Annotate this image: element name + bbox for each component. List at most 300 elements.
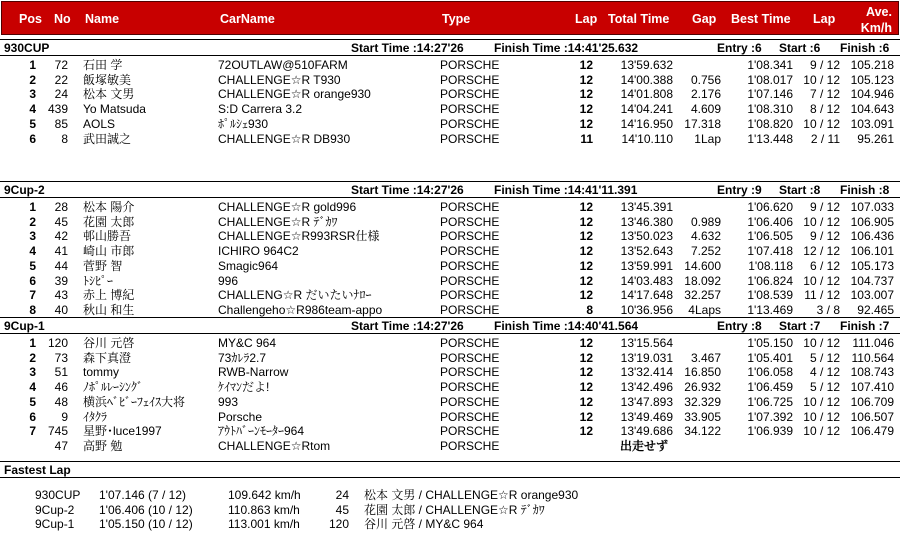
cell-lap: 8 <box>586 302 593 317</box>
cell-lap: 12 <box>579 200 593 214</box>
fastest-time: 1'07.146 (7 / 12) <box>99 488 187 502</box>
cell-average: 105.123 <box>850 72 894 87</box>
cell-total-time: 13'59.632 <box>620 58 673 72</box>
cell-best-time: 1'06.725 <box>747 394 793 409</box>
cell-carname: Porsche <box>218 409 263 424</box>
cell-pos: 3 <box>29 87 36 102</box>
cell-best-time: 1'06.406 <box>747 214 793 229</box>
cell-name: 星野･luce1997 <box>83 424 162 439</box>
cell-best-lap: 9 / 12 <box>809 58 840 72</box>
cell-average: 104.643 <box>850 102 894 117</box>
cell-pos: 2 <box>29 214 36 229</box>
cell-name: 森下真澄 <box>83 350 132 365</box>
cell-type: PORSCHE <box>440 131 500 146</box>
table-row <box>0 117 900 132</box>
cell-total-time: 14'16.950 <box>620 116 673 131</box>
cell-name: 秋山 和生 <box>83 302 135 317</box>
cell-best-time: 1'08.017 <box>747 72 793 87</box>
cell-type: PORSCHE <box>440 102 500 117</box>
cell-total-time: 13'59.991 <box>620 258 673 273</box>
fastest-speed: 113.001 km/h <box>228 517 300 531</box>
cell-no: 9 <box>61 409 68 424</box>
cell-carname: CHALLENGE☆R T930 <box>218 72 341 87</box>
cell-average: 111.046 <box>852 336 894 350</box>
cell-gap: 0.989 <box>690 214 721 229</box>
cell-average: 108.743 <box>850 365 894 380</box>
cell-best-lap: 6 / 12 <box>809 258 840 273</box>
cell-total-time: 14'04.241 <box>620 102 673 117</box>
cell-best-lap: 10 / 12 <box>803 214 840 229</box>
fastest-car-no: 45 <box>335 502 349 517</box>
cell-best-lap: 10 / 12 <box>803 394 840 409</box>
cell-best-lap: 2 / 11 <box>810 131 840 146</box>
cell-lap: 12 <box>579 409 593 424</box>
header-ave-unit: Km/h <box>860 21 892 35</box>
cell-carname: 73ｶﾚﾗ2.7 <box>218 350 267 365</box>
table-row <box>0 410 900 425</box>
cell-gap: 1Lap <box>694 131 721 146</box>
cell-total-time: 14'10.110 <box>621 131 673 146</box>
group-name: 9Cup-1 <box>4 319 45 333</box>
cell-total-time: 出走せず <box>620 438 669 453</box>
fastest-lap-row <box>0 517 900 532</box>
fastest-speed: 110.863 km/h <box>228 502 300 517</box>
cell-total-time: 14'03.483 <box>620 273 673 288</box>
cell-carname: ﾎﾟﾙｼｪ930 <box>218 116 269 131</box>
cell-type: PORSCHE <box>440 409 500 424</box>
cell-lap: 12 <box>579 273 593 288</box>
table-row <box>0 259 900 274</box>
cell-carname: CHALLENG☆R だいたいﾅﾛｰ <box>218 288 372 303</box>
header-pos: Pos <box>19 12 42 26</box>
cell-best-lap: 5 / 12 <box>809 380 840 395</box>
cell-best-time: 1'07.146 <box>747 87 793 102</box>
cell-no: 47 <box>54 438 68 453</box>
cell-total-time: 13'49.469 <box>620 409 673 424</box>
cell-pos: 6 <box>29 131 36 146</box>
cell-type: PORSCHE <box>440 302 500 317</box>
cell-no: 85 <box>54 116 68 131</box>
cell-pos: 7 <box>29 288 36 303</box>
fastest-driver-car: 松本 文男 / CHALLENGE☆R orange930 <box>364 488 579 502</box>
cell-type: PORSCHE <box>440 258 500 273</box>
cell-carname: CHALLENGE☆R993RSR仕様 <box>218 229 380 244</box>
group-finish-count: Finish :6 <box>840 41 890 55</box>
cell-type: PORSCHE <box>440 58 500 72</box>
cell-no: 44 <box>54 258 68 273</box>
cell-best-lap: 9 / 12 <box>809 229 840 244</box>
cell-name: 横浜ﾍﾞﾋﾞｰﾌｪｲｽ大将 <box>83 394 186 409</box>
cell-type: PORSCHE <box>440 380 500 395</box>
table-row <box>0 200 900 215</box>
cell-pos: 7 <box>29 424 36 439</box>
cell-pos: 8 <box>29 302 36 317</box>
table-row <box>0 288 900 303</box>
cell-type: PORSCHE <box>440 438 500 453</box>
cell-type: PORSCHE <box>440 87 500 102</box>
cell-name: ﾉﾎﾟﾙﾚｰｼﾝｸﾞ <box>83 380 144 395</box>
table-row <box>0 132 900 147</box>
cell-average: 106.436 <box>850 229 894 244</box>
header-type: Type <box>442 12 471 26</box>
cell-best-time: 1'07.418 <box>747 244 793 259</box>
cell-best-lap: 8 / 12 <box>809 102 840 117</box>
cell-total-time: 14'00.388 <box>620 72 673 87</box>
cell-carname: RWB-Narrow <box>218 365 289 380</box>
cell-gap: 14.600 <box>684 258 721 273</box>
cell-no: 40 <box>54 302 68 317</box>
cell-lap: 12 <box>579 350 593 365</box>
group-finish-count: Finish :8 <box>840 183 890 197</box>
cell-name: 谷川 元啓 <box>83 336 135 350</box>
fastest-class: 930CUP <box>35 488 81 502</box>
table-row <box>0 336 900 351</box>
cell-name: 松本 陽介 <box>83 200 135 214</box>
cell-average: 106.905 <box>850 214 894 229</box>
group-finish-time: Finish Time :14:40'41.564 <box>494 319 639 333</box>
group-start-count: Start :7 <box>779 319 821 333</box>
table-row <box>0 215 900 230</box>
cell-average: 105.218 <box>850 58 894 72</box>
cell-total-time: 13'49.686 <box>620 424 673 439</box>
cell-best-lap: 7 / 12 <box>809 87 840 102</box>
cell-lap: 12 <box>579 116 593 131</box>
cell-name: 飯塚敏美 <box>83 72 132 87</box>
cell-best-time: 1'05.150 <box>747 336 793 350</box>
cell-total-time: 13'46.380 <box>620 214 673 229</box>
cell-gap: 18.092 <box>684 273 721 288</box>
cell-type: PORSCHE <box>440 273 500 288</box>
cell-pos: 6 <box>29 273 36 288</box>
cell-total-time: 14'17.648 <box>620 288 673 303</box>
cell-best-time: 1'08.310 <box>747 102 793 117</box>
header-name: Name <box>85 12 120 26</box>
group-start-count: Start :8 <box>779 183 821 197</box>
fastest-lap-row <box>0 488 900 503</box>
cell-average: 106.507 <box>850 409 894 424</box>
cell-no: 43 <box>54 288 68 303</box>
cell-lap: 12 <box>579 58 593 72</box>
cell-total-time: 14'01.808 <box>620 87 673 102</box>
cell-lap: 12 <box>579 394 593 409</box>
cell-no: 120 <box>47 336 68 350</box>
cell-best-time: 1'06.058 <box>747 365 793 380</box>
fastest-car-no: 24 <box>335 488 349 502</box>
header-best-lap: Lap <box>813 12 836 26</box>
fastest-time: 1'06.406 (10 / 12) <box>99 502 193 517</box>
cell-pos: 1 <box>29 58 36 72</box>
cell-total-time: 13'19.031 <box>620 350 673 365</box>
cell-pos: 3 <box>29 365 36 380</box>
cell-name: 菅野 智 <box>83 258 123 273</box>
cell-gap: 32.329 <box>684 394 721 409</box>
table-row <box>0 102 900 117</box>
cell-carname: 996 <box>218 273 239 288</box>
cell-no: 72 <box>54 58 68 72</box>
table-row <box>0 274 900 289</box>
cell-no: 28 <box>54 200 68 214</box>
cell-average: 105.173 <box>850 258 894 273</box>
header-carname: CarName <box>220 12 275 26</box>
table-row <box>0 351 900 366</box>
cell-no: 24 <box>54 87 68 102</box>
cell-no: 48 <box>54 394 68 409</box>
group-start-count: Start :6 <box>779 41 821 55</box>
cell-best-lap: 9 / 12 <box>809 200 840 214</box>
cell-type: PORSCHE <box>440 394 500 409</box>
cell-best-time: 1'06.824 <box>747 273 793 288</box>
group-header <box>0 39 900 56</box>
cell-pos: 1 <box>29 200 36 214</box>
cell-carname: CHALLENGE☆R orange930 <box>218 87 371 102</box>
cell-lap: 12 <box>579 424 593 439</box>
cell-no: 8 <box>61 131 68 146</box>
cell-gap: 17.318 <box>684 116 721 131</box>
cell-average: 104.737 <box>850 273 894 288</box>
cell-gap: 3.467 <box>690 350 721 365</box>
cell-pos: 5 <box>29 394 36 409</box>
cell-best-lap: 10 / 12 <box>803 116 840 131</box>
cell-carname: CHALLENGE☆R ﾃﾞｶﾜ <box>218 214 338 229</box>
cell-no: 51 <box>54 365 68 380</box>
group-start-time: Start Time :14:27'26 <box>351 41 464 55</box>
group-entry: Entry :9 <box>717 183 762 197</box>
cell-type: PORSCHE <box>440 214 500 229</box>
table-row <box>0 424 900 439</box>
cell-lap: 12 <box>579 380 593 395</box>
cell-lap: 12 <box>579 288 593 303</box>
cell-no: 73 <box>54 350 68 365</box>
cell-best-time: 1'07.392 <box>747 409 793 424</box>
cell-best-lap: 10 / 12 <box>803 424 840 439</box>
cell-pos: 6 <box>29 409 36 424</box>
cell-lap: 11 <box>580 131 593 146</box>
cell-carname: ｱｳﾄﾊﾞｰﾝﾓｰﾀｰ964 <box>218 424 305 439</box>
cell-name: Yo Matsuda <box>83 102 146 117</box>
table-row <box>0 303 900 318</box>
table-row <box>0 87 900 102</box>
cell-carname: ICHIRO 964C2 <box>218 244 299 259</box>
cell-best-time: 1'08.341 <box>747 58 793 72</box>
cell-carname: Challengeho☆R986team-appo <box>218 302 383 317</box>
cell-no: 46 <box>54 380 68 395</box>
group-entry: Entry :6 <box>717 41 762 55</box>
cell-best-lap: 3 / 8 <box>816 302 840 317</box>
cell-lap: 12 <box>579 229 593 244</box>
cell-pos: 5 <box>29 258 36 273</box>
cell-gap: 2.176 <box>690 87 721 102</box>
cell-name: 花園 太郎 <box>83 214 135 229</box>
cell-best-time: 1'08.539 <box>747 288 793 303</box>
cell-total-time: 13'52.643 <box>620 244 673 259</box>
cell-type: PORSCHE <box>440 424 500 439</box>
cell-lap: 12 <box>579 258 593 273</box>
cell-lap: 12 <box>579 72 593 87</box>
cell-total-time: 10'36.956 <box>620 302 673 317</box>
fastest-time: 1'05.150 (10 / 12) <box>99 517 193 531</box>
group-header <box>0 317 900 334</box>
group-name: 930CUP <box>4 41 50 55</box>
cell-name: 松本 文男 <box>83 87 135 102</box>
cell-best-time: 1'05.401 <box>747 350 793 365</box>
cell-carname: CHALLENGE☆Rtom <box>218 438 331 453</box>
cell-gap: 34.122 <box>684 424 721 439</box>
cell-lap: 12 <box>579 102 593 117</box>
cell-average: 103.007 <box>850 288 894 303</box>
cell-name: tommy <box>83 365 119 380</box>
fastest-lap-title: Fastest Lap <box>4 463 71 477</box>
group-header <box>0 181 900 198</box>
cell-pos: 5 <box>29 116 36 131</box>
cell-type: PORSCHE <box>440 336 500 350</box>
cell-gap: 0.756 <box>690 72 721 87</box>
cell-name: ﾄｼﾋﾟｰ <box>83 273 114 288</box>
cell-pos: 2 <box>29 72 36 87</box>
cell-name: ｲﾀｸﾗ <box>83 409 108 424</box>
cell-average: 106.479 <box>850 424 894 439</box>
header-gap: Gap <box>692 12 717 26</box>
cell-carname: Smagic964 <box>218 258 279 273</box>
header-total-time: Total Time <box>608 12 670 26</box>
group-finish-time: Finish Time :14:41'11.391 <box>494 183 638 197</box>
cell-type: PORSCHE <box>440 288 500 303</box>
table-row <box>0 439 900 454</box>
fastest-car-no: 120 <box>328 517 349 531</box>
cell-pos: 1 <box>29 336 36 350</box>
cell-gap: 4Laps <box>688 302 721 317</box>
cell-no: 439 <box>47 102 68 117</box>
cell-average: 110.564 <box>851 350 894 365</box>
cell-no: 42 <box>54 229 68 244</box>
cell-type: PORSCHE <box>440 200 500 214</box>
cell-gap: 26.932 <box>684 380 721 395</box>
cell-average: 103.091 <box>850 116 894 131</box>
fastest-class: 9Cup-1 <box>35 517 75 531</box>
cell-total-time: 13'45.391 <box>620 200 673 214</box>
cell-no: 41 <box>54 244 68 259</box>
cell-name: 武田誠之 <box>83 131 132 146</box>
cell-best-time: 1'06.939 <box>747 424 793 439</box>
fastest-lap-row <box>0 503 900 518</box>
cell-carname: ｹｲﾏﾝだよ! <box>218 380 270 395</box>
cell-best-lap: 4 / 12 <box>809 365 840 380</box>
cell-carname: MY&C 964 <box>218 336 277 350</box>
cell-best-time: 1'13.448 <box>747 131 793 146</box>
table-row <box>0 58 900 73</box>
fastest-driver-car: 谷川 元啓 / MY&C 964 <box>364 517 484 531</box>
cell-average: 104.946 <box>850 87 894 102</box>
cell-type: PORSCHE <box>440 365 500 380</box>
cell-carname: CHALLENGE☆R gold996 <box>218 200 357 214</box>
cell-total-time: 13'32.414 <box>620 365 673 380</box>
table-row <box>0 73 900 88</box>
cell-gap: 32.257 <box>684 288 721 303</box>
group-name: 9Cup-2 <box>4 183 45 197</box>
cell-best-lap: 10 / 12 <box>803 72 840 87</box>
cell-average: 92.465 <box>857 302 894 317</box>
cell-total-time: 13'50.023 <box>620 229 673 244</box>
cell-best-time: 1'06.459 <box>747 380 793 395</box>
cell-best-time: 1'08.118 <box>748 258 793 273</box>
fastest-driver-car: 花園 太郎 / CHALLENGE☆R ﾃﾞｶﾜ <box>364 502 545 517</box>
table-row <box>0 229 900 244</box>
cell-carname: 72OUTLAW@510FARM <box>218 58 348 72</box>
cell-type: PORSCHE <box>440 350 500 365</box>
cell-gap: 4.632 <box>690 229 721 244</box>
cell-lap: 12 <box>579 336 593 350</box>
group-entry: Entry :8 <box>717 319 762 333</box>
cell-no: 45 <box>54 214 68 229</box>
cell-average: 107.033 <box>850 200 894 214</box>
cell-best-time: 1'13.469 <box>747 302 793 317</box>
cell-gap: 4.609 <box>690 102 721 117</box>
cell-carname: S:D Carrera 3.2 <box>218 102 303 117</box>
cell-average: 106.709 <box>850 394 894 409</box>
header-no: No <box>54 12 71 26</box>
cell-name: 赤上 博紀 <box>83 288 135 303</box>
cell-lap: 12 <box>579 365 593 380</box>
cell-average: 95.261 <box>857 131 894 146</box>
fastest-speed: 109.642 km/h <box>228 488 301 502</box>
cell-type: PORSCHE <box>440 116 500 131</box>
fastest-lap-title-bar <box>0 461 900 478</box>
cell-best-time: 1'06.505 <box>747 229 793 244</box>
cell-pos: 4 <box>29 244 36 259</box>
cell-best-lap: 10 / 12 <box>803 336 840 350</box>
header-average <box>861 4 892 36</box>
group-start-time: Start Time :14:27'26 <box>351 183 464 197</box>
cell-carname: CHALLENGE☆R DB930 <box>218 131 351 146</box>
cell-best-lap: 5 / 12 <box>809 350 840 365</box>
cell-name: 高野 勉 <box>83 438 123 453</box>
cell-name: AOLS <box>83 116 116 131</box>
header-best-time: Best Time <box>731 12 791 26</box>
cell-no: 745 <box>47 424 68 439</box>
cell-pos: 4 <box>29 102 36 117</box>
cell-average: 106.101 <box>850 244 894 259</box>
cell-pos: 4 <box>29 380 36 395</box>
cell-gap: 16.850 <box>684 365 721 380</box>
cell-lap: 12 <box>579 87 593 102</box>
cell-total-time: 13'47.893 <box>620 394 673 409</box>
header-lap: Lap <box>575 12 598 26</box>
cell-total-time: 13'42.496 <box>620 380 673 395</box>
cell-best-lap: 11 / 12 <box>804 288 840 303</box>
cell-pos: 3 <box>29 229 36 244</box>
cell-carname: 993 <box>218 394 239 409</box>
cell-best-lap: 10 / 12 <box>803 273 840 288</box>
fastest-class: 9Cup-2 <box>35 502 75 517</box>
cell-pos: 2 <box>29 350 36 365</box>
cell-best-time: 1'08.820 <box>747 116 793 131</box>
cell-name: 石田 学 <box>83 58 123 72</box>
cell-name: 邨山勝吾 <box>83 229 132 244</box>
cell-no: 39 <box>54 273 68 288</box>
cell-gap: 33.905 <box>684 409 721 424</box>
group-finish-count: Finish :7 <box>840 319 890 333</box>
cell-gap: 7.252 <box>690 244 721 259</box>
cell-no: 22 <box>54 72 68 87</box>
cell-lap: 12 <box>579 244 593 259</box>
table-row <box>0 395 900 410</box>
header-ave-label: Ave. <box>866 5 892 19</box>
table-row <box>0 380 900 395</box>
table-row <box>0 365 900 380</box>
cell-average: 107.410 <box>850 380 894 395</box>
cell-best-lap: 10 / 12 <box>803 409 840 424</box>
table-row <box>0 244 900 259</box>
results-header-bar <box>1 1 899 35</box>
